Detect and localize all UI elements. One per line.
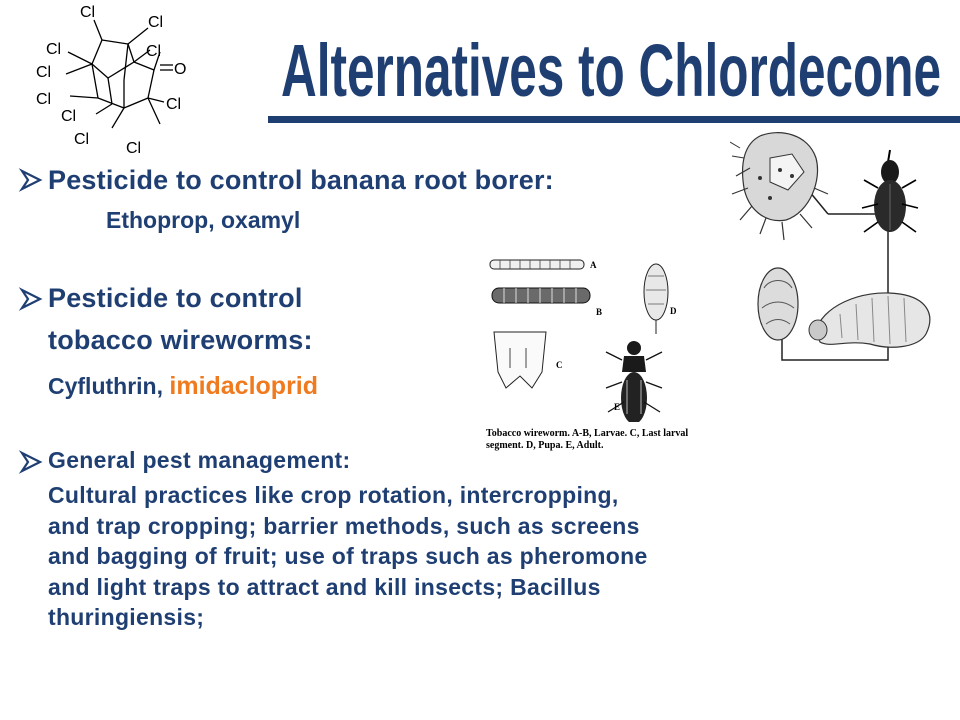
bullet-arrow-icon	[18, 286, 48, 314]
atom-label: Cl	[146, 43, 162, 60]
highlighted-text: imidacloprid	[169, 372, 319, 400]
title-underline	[268, 116, 960, 123]
atom-label: Cl	[166, 96, 182, 113]
atom-label: Cl	[36, 64, 52, 81]
caption-line: Tobacco wireworm. A-B, Larvae. C, Last larval	[486, 428, 689, 439]
figure-letter: C	[556, 360, 563, 370]
bullet-heading: tobacco wireworms:	[48, 325, 313, 355]
bullet-arrow-icon	[18, 449, 48, 477]
figure-letter: D	[670, 306, 677, 316]
atom-label: Cl	[148, 14, 164, 31]
banana-root-borer-illustration	[730, 128, 952, 374]
paragraph-line: and light traps to attract and kill insects; Bacillus	[48, 573, 601, 600]
atom-label: Cl	[80, 4, 96, 21]
bullet-detail: Ethoprop, oxamyl	[106, 207, 301, 233]
figure-letter: A	[590, 260, 597, 270]
tobacco-wireworm-figure	[486, 252, 710, 454]
figure-caption	[486, 428, 710, 452]
paragraph-line: and trap cropping; barrier methods, such as screens	[48, 512, 640, 539]
atom-label: Cl	[46, 41, 62, 58]
chlordecone-structure	[28, 0, 228, 160]
detail-text: Cyfluthrin,	[48, 373, 170, 399]
paragraph-line: and bagging of fruit; use of traps such as pheromone	[48, 543, 648, 569]
atom-label: Cl	[126, 140, 142, 157]
bullet-paragraph	[48, 480, 948, 633]
bullet-heading: General pest management:	[48, 447, 351, 473]
atom-label: Cl	[74, 131, 90, 148]
paragraph-line: Cultural practices like crop rotation, intercropping,	[48, 482, 619, 508]
figure-letter: E	[614, 402, 621, 412]
bullet-heading: Pesticide to control	[48, 283, 303, 313]
bullet-detail	[48, 371, 318, 401]
caption-line: segment. D, Pupa. E, Adult.	[486, 440, 604, 451]
paragraph-line: thuringiensis;	[48, 604, 205, 630]
figure-letter: B	[596, 307, 603, 317]
atom-label: O	[174, 61, 187, 78]
atom-label: Cl	[61, 108, 77, 125]
page-title	[266, 18, 956, 113]
atom-label: Cl	[36, 91, 52, 108]
bullet-heading: Pesticide to control banana root borer:	[48, 165, 554, 195]
title-text: Alternatives to Chlordecone	[281, 29, 941, 112]
bullet-arrow-icon	[18, 167, 48, 195]
